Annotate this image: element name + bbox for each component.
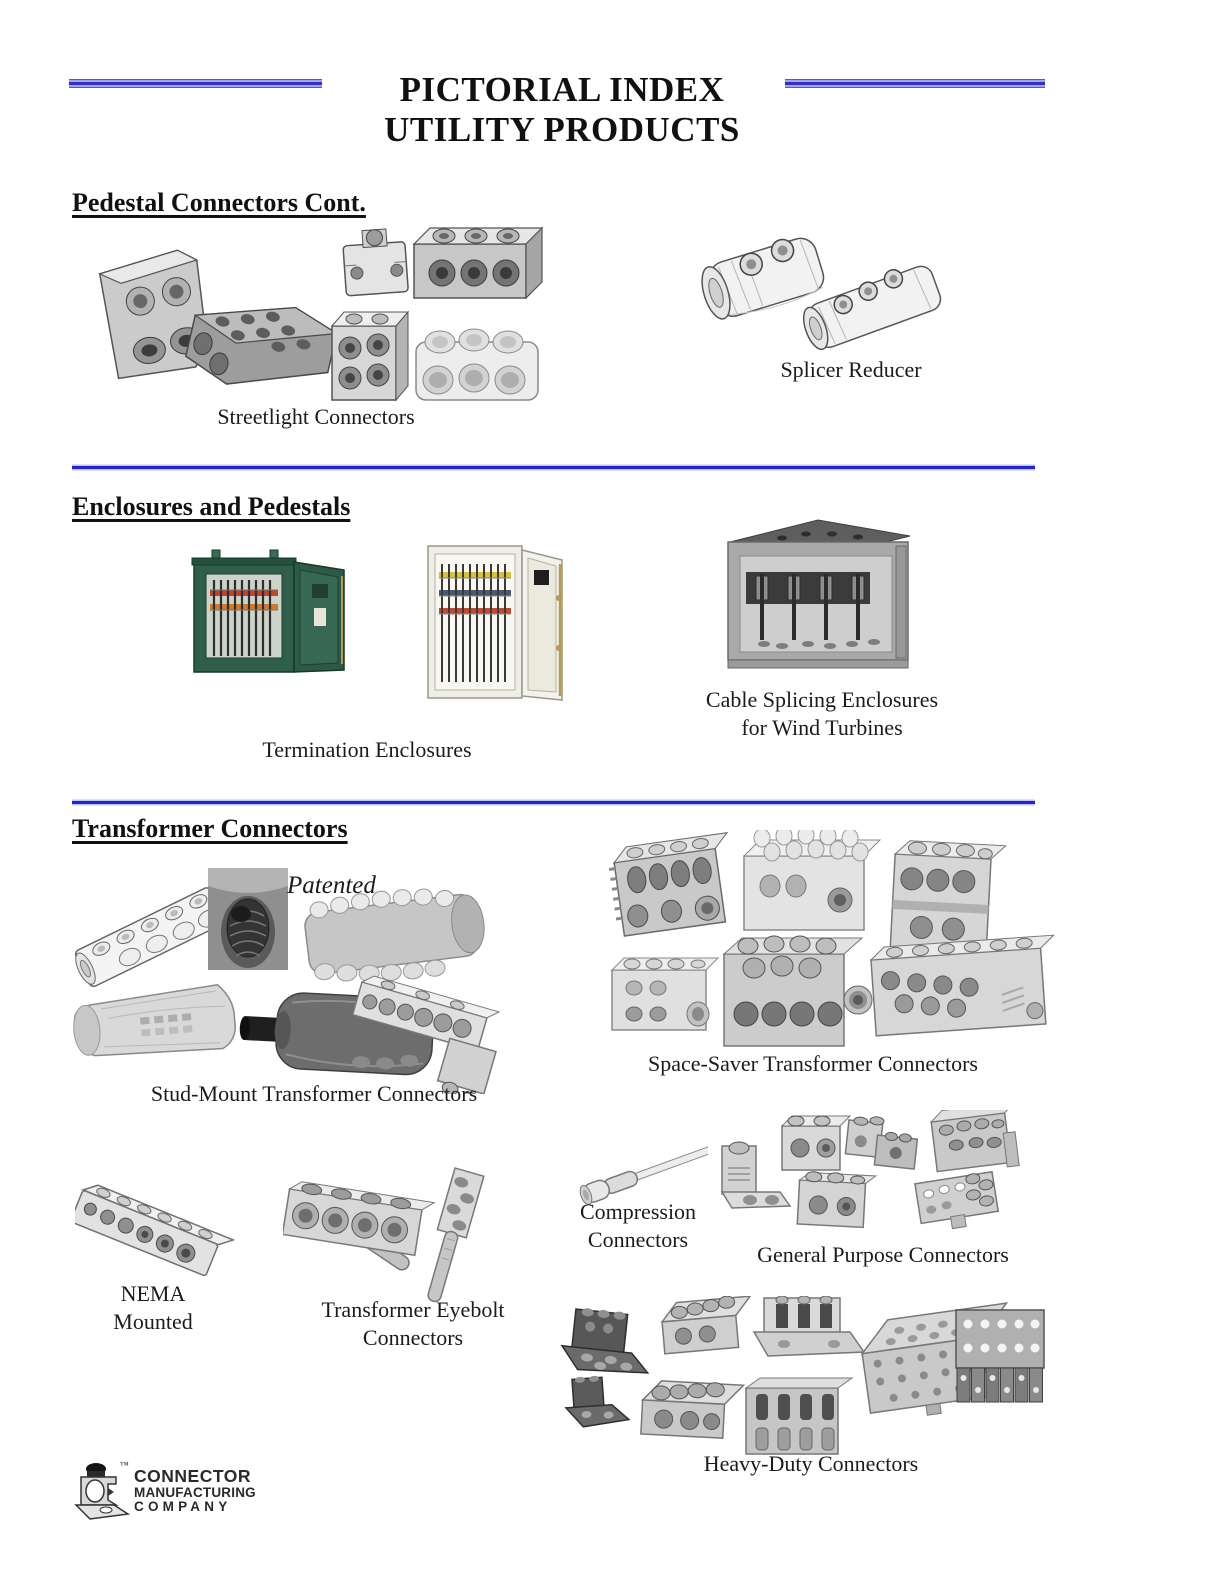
wind-enclosures-caption bbox=[672, 686, 972, 742]
eyebolt-caption-line1: Transformer Eyebolt bbox=[321, 1297, 505, 1322]
patented-label: Patented bbox=[287, 872, 376, 899]
general-purpose-caption: General Purpose Connectors bbox=[757, 1242, 1009, 1267]
compression-caption bbox=[562, 1198, 714, 1254]
general-purpose-illustration bbox=[718, 1110, 1042, 1244]
heavy-duty-connectors-photo bbox=[558, 1296, 1052, 1456]
splicer-reducer-photo bbox=[695, 222, 945, 354]
termination-enclosure-white-photo bbox=[422, 538, 580, 708]
wind-caption-line2: for Wind Turbines bbox=[741, 715, 903, 741]
transformer-eyebolt-photo bbox=[283, 1166, 513, 1308]
compression-caption-line1: Compression bbox=[579, 1199, 697, 1224]
heavy-duty-illustration bbox=[558, 1296, 1052, 1456]
space-saver-illustration bbox=[592, 830, 1058, 1050]
trademark-symbol: ™ bbox=[120, 1460, 129, 1470]
title-rule-left bbox=[69, 79, 322, 88]
nema-mounted-illustration bbox=[75, 1176, 235, 1286]
title-rule-right bbox=[785, 79, 1045, 88]
splicer-reducer-illustration bbox=[695, 222, 945, 354]
page-title-line2: UTILITY PRODUCTS bbox=[384, 110, 740, 149]
termination-enclosures-caption: Termination Enclosures bbox=[262, 737, 472, 762]
streetlight-connectors-illustration bbox=[84, 224, 574, 404]
logo-line1: CONNECTOR bbox=[134, 1466, 251, 1486]
wind-turbine-enclosure-photo bbox=[712, 514, 926, 682]
splicer-reducer-caption: Splicer Reducer bbox=[780, 357, 922, 382]
logo-line2: MANUFACTURING bbox=[134, 1485, 256, 1500]
section-divider-1 bbox=[72, 466, 1035, 469]
wind-enclosure-illustration bbox=[712, 514, 926, 682]
logo-line3: COMPANY bbox=[134, 1499, 232, 1514]
section-heading-pedestal: Pedestal Connectors Cont. bbox=[72, 188, 366, 217]
compression-illustration bbox=[570, 1120, 708, 1206]
company-logo bbox=[74, 1460, 314, 1530]
section-heading-enclosures: Enclosures and Pedestals bbox=[72, 492, 351, 521]
space-saver-connectors-photo bbox=[592, 830, 1058, 1050]
space-saver-caption: Space-Saver Transformer Connectors bbox=[648, 1051, 978, 1076]
nema-mounted-caption bbox=[93, 1280, 213, 1336]
section-divider-2 bbox=[72, 801, 1035, 804]
heavy-duty-caption: Heavy-Duty Connectors bbox=[703, 1451, 919, 1476]
white-enclosure-illustration bbox=[422, 538, 580, 708]
streetlight-connectors-caption: Streetlight Connectors bbox=[217, 404, 415, 429]
compression-caption-line2: Connectors bbox=[587, 1227, 689, 1253]
stud-mount-caption: Stud-Mount Transformer Connectors bbox=[150, 1081, 478, 1106]
transformer-eyebolt-caption bbox=[263, 1296, 563, 1352]
nema-caption-line2: Mounted bbox=[113, 1309, 193, 1335]
nema-caption-line1: NEMA bbox=[120, 1281, 186, 1306]
eyebolt-caption-line2: Connectors bbox=[362, 1325, 464, 1351]
page-title-line1: PICTORIAL INDEX bbox=[399, 70, 725, 109]
streetlight-connectors-photo bbox=[84, 224, 574, 404]
section-heading-transformer: Transformer Connectors bbox=[72, 814, 348, 843]
green-enclosure-illustration bbox=[184, 546, 372, 686]
transformer-eyebolt-illustration bbox=[283, 1166, 513, 1308]
compression-connectors-photo bbox=[570, 1120, 708, 1206]
nema-mounted-photo bbox=[75, 1176, 235, 1286]
termination-enclosure-green-photo bbox=[184, 546, 372, 686]
general-purpose-connectors-photo bbox=[718, 1110, 1042, 1244]
wind-caption-line1: Cable Splicing Enclosures bbox=[705, 687, 939, 712]
